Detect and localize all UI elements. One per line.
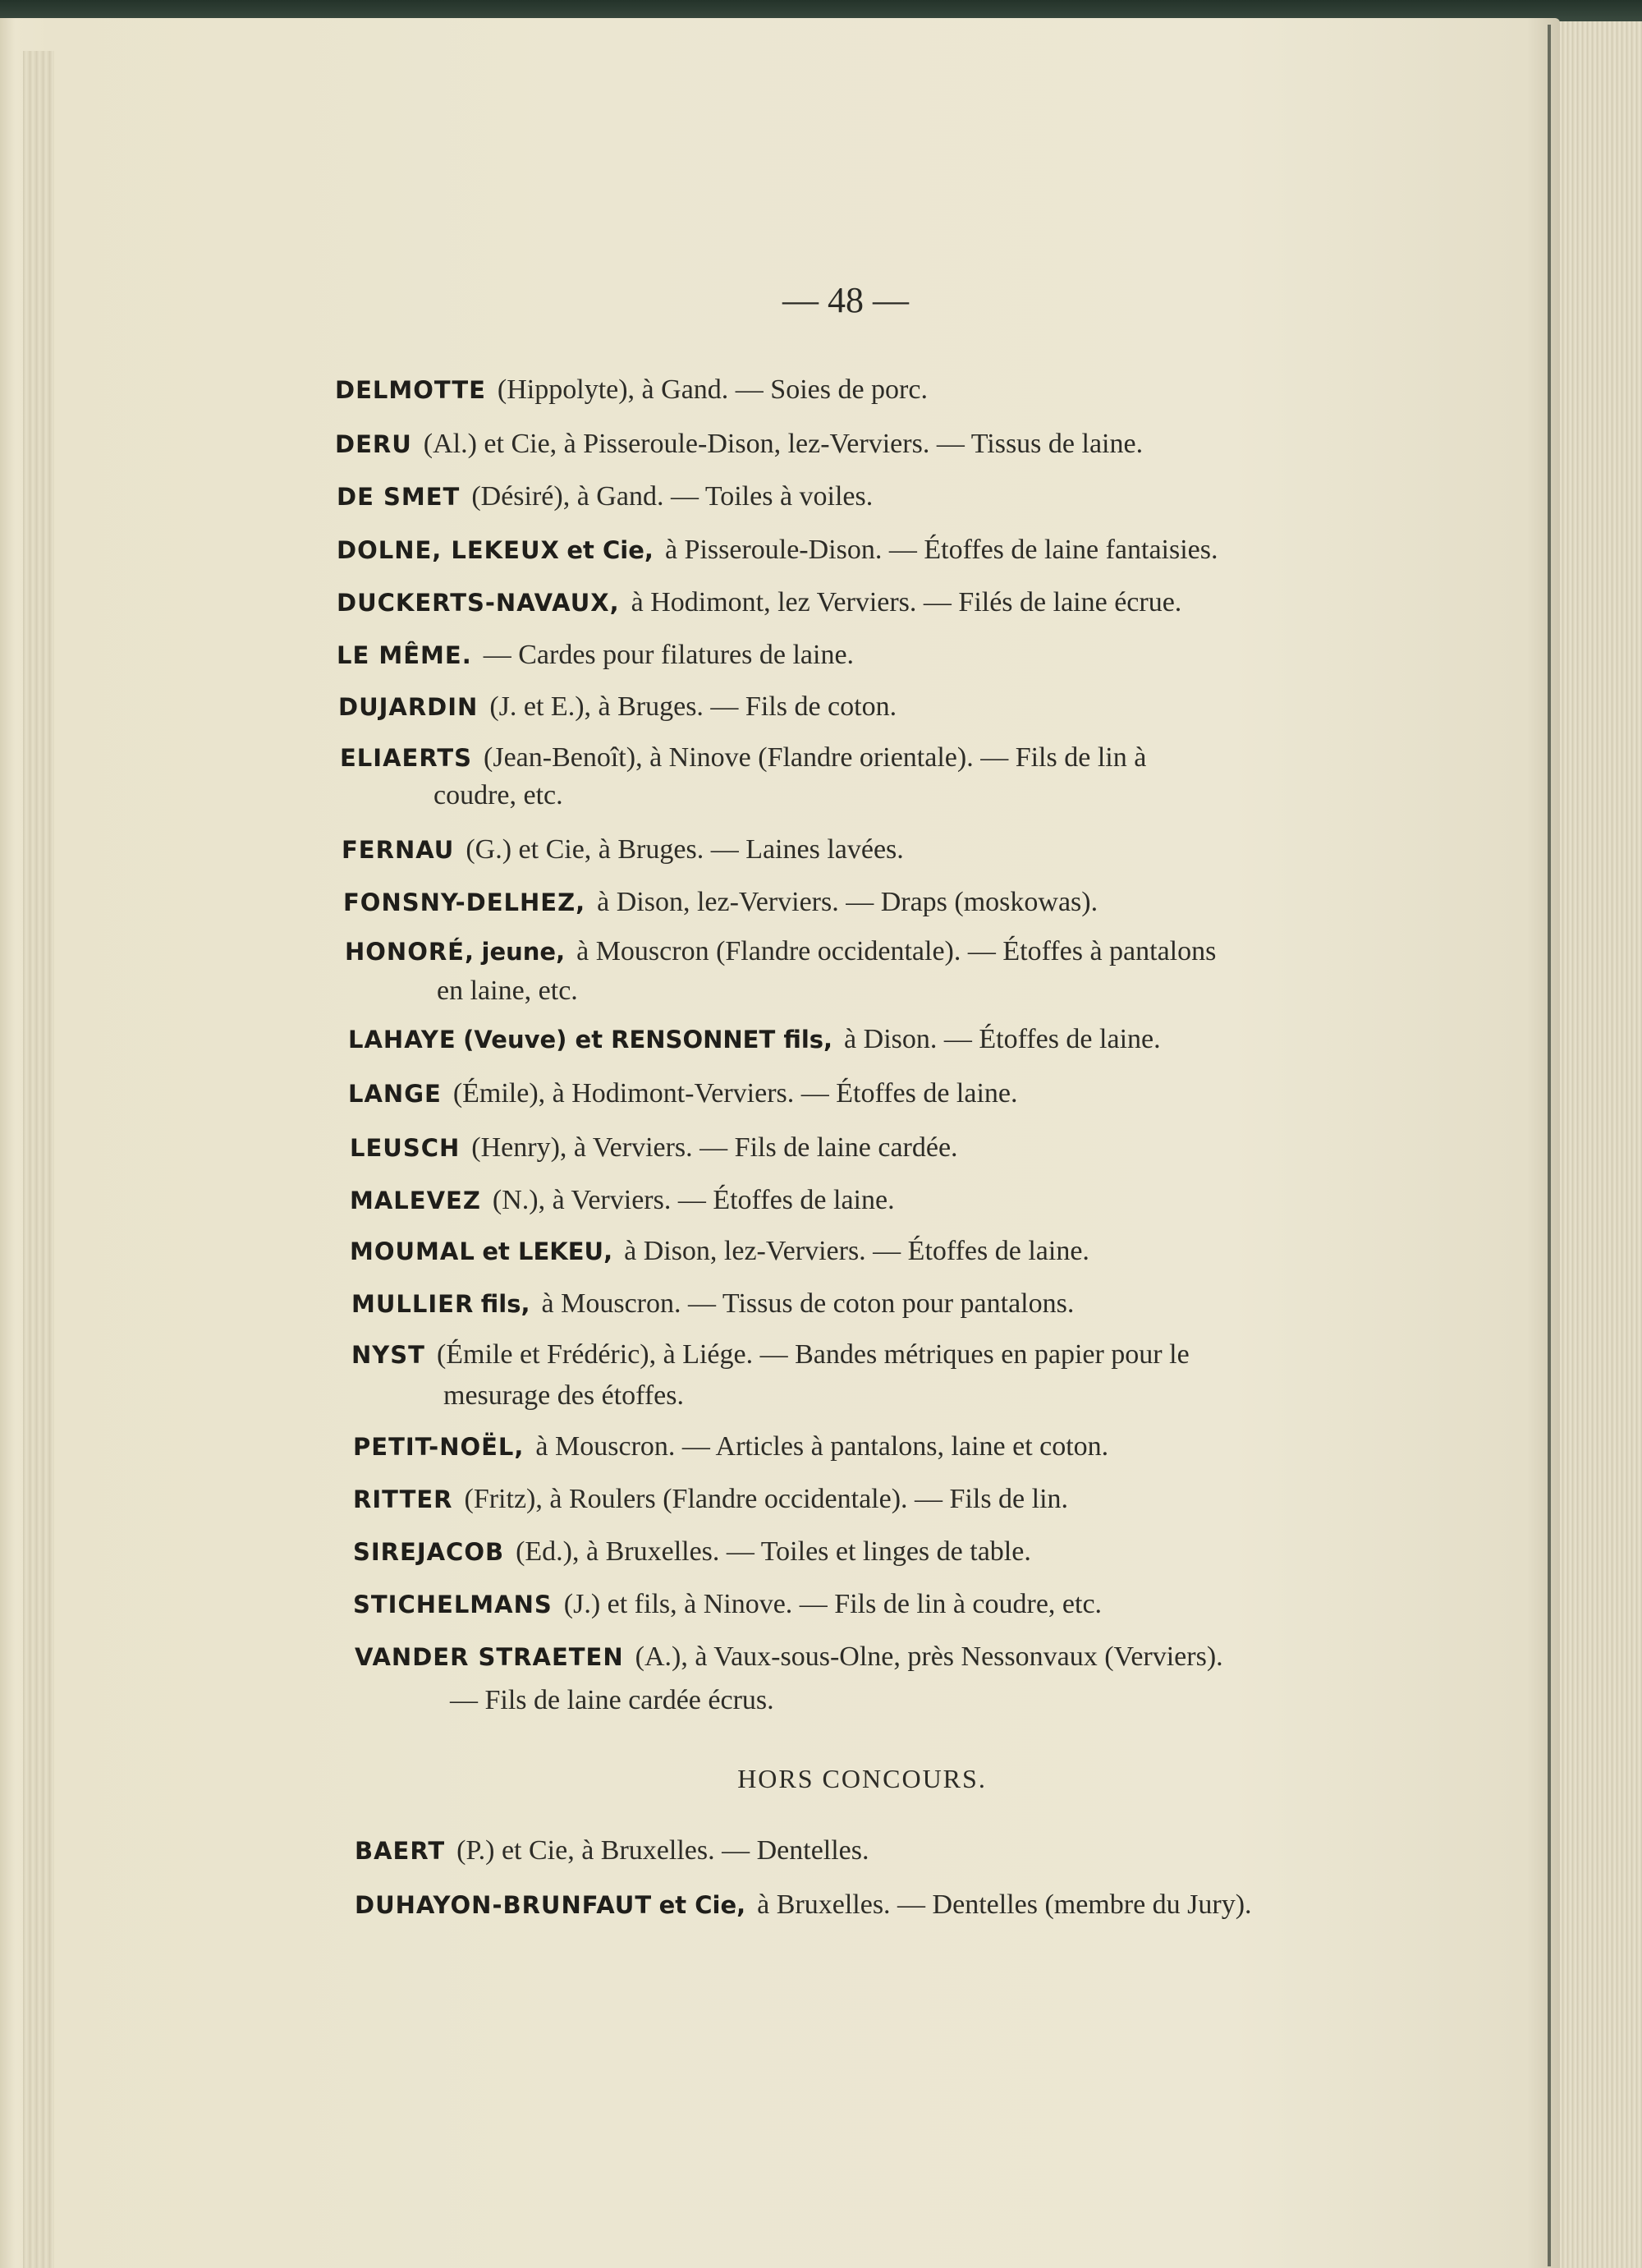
exhibitor-detail-continuation: mesurage des étoffes. — [443, 1380, 684, 1411]
list-item — [337, 580, 1181, 626]
exhibitor-detail: (Jean-Benoît), à Ninove (Flandre orientale). — Fils de lin à — [484, 742, 1147, 773]
exhibitor-qualifier: et Cie, — [658, 1891, 746, 1919]
page-number: — 48 — — [782, 280, 909, 320]
exhibitor-name: STICHELMANS — [353, 1591, 553, 1618]
exhibitor-detail: (Fritz), à Roulers (Flandre occidentale). — Fils de lin. — [464, 1484, 1069, 1514]
exhibitor-qualifier: et Cie, — [566, 536, 654, 564]
list-item — [351, 1281, 1074, 1327]
exhibitor-detail: à Dison, lez-Verviers. — Draps (moskowas). — [597, 887, 1098, 917]
exhibitor-name: LANGE — [348, 1080, 442, 1108]
exhibitor-name: NYST — [351, 1341, 425, 1369]
exhibitor-name: RITTER — [353, 1485, 453, 1513]
exhibitor-name: DUCKERTS-NAVAUX, — [337, 589, 620, 617]
exhibitor-name: FONSNY-DELHEZ, — [343, 888, 586, 916]
exhibitor-detail-continuation: coudre, etc. — [433, 780, 563, 810]
list-item — [348, 1017, 1161, 1063]
exhibitor-detail: à Mouscron. — Articles à pantalons, laine et coton. — [535, 1431, 1109, 1462]
list-item — [351, 1332, 1190, 1378]
exhibitor-name: LEUSCH — [350, 1134, 461, 1162]
list-item — [337, 474, 873, 520]
exhibitor-detail: à Bruxelles. — Dentelles (membre du Jury). — [757, 1889, 1252, 1920]
list-item — [343, 879, 1098, 925]
exhibitor-name: DERU — [335, 430, 412, 458]
exhibitor-detail: (J.) et fils, à Ninove. — Fils de lin à coudre, etc. — [563, 1589, 1103, 1619]
exhibitor-detail: à Mouscron. — Tissus de coton pour pantalons. — [541, 1288, 1075, 1319]
list-item — [338, 684, 897, 730]
exhibitor-detail: (Al.) et Cie, à Pisseroule-Dison, lez-Verviers. — Tissus de laine. — [423, 429, 1144, 459]
exhibitor-name: DUHAYON-BRUNFAUT — [355, 1891, 653, 1919]
exhibitor-name: LAHAYE — [348, 1026, 456, 1054]
exhibitor-name: MOUMAL — [350, 1237, 475, 1265]
list-item — [353, 1582, 1102, 1628]
exhibitor-detail: (Désiré), à Gand. — Toiles à voiles. — [471, 481, 874, 512]
list-item — [342, 827, 904, 873]
list-item — [350, 1125, 958, 1171]
exhibitor-name: DELMOTTE — [335, 376, 486, 404]
exhibitor-detail: (G.) et Cie, à Bruges. — Laines lavées. — [466, 834, 904, 865]
list-item — [348, 1071, 1017, 1117]
exhibitor-detail: (N.), à Verviers. — Étoffes de laine. — [492, 1185, 895, 1215]
list-item — [350, 1228, 1089, 1274]
exhibitor-detail: à Dison, lez-Verviers. — Étoffes de laine. — [624, 1236, 1089, 1266]
list-item — [337, 527, 1218, 573]
exhibitor-detail: à Pisseroule-Dison. — Étoffes de laine fantaisies. — [664, 535, 1218, 565]
exhibitor-detail-continuation: en laine, etc. — [437, 976, 578, 1006]
exhibitor-name: ELIAERTS — [340, 744, 473, 772]
exhibitor-detail: (Ed.), à Bruxelles. — Toiles et linges de table. — [516, 1536, 1031, 1567]
exhibitor-qualifier: fils, — [480, 1290, 530, 1318]
exhibitor-detail: (P.) et Cie, à Bruxelles. — Dentelles. — [456, 1835, 869, 1866]
exhibitor-name: DE SMET — [337, 483, 461, 511]
list-item — [353, 1529, 1031, 1575]
exhibitor-name: PETIT-NOËL, — [353, 1433, 525, 1461]
list-item — [355, 1882, 1252, 1928]
exhibitor-detail: (Émile), à Hodimont-Verviers. — Étoffes de laine. — [452, 1078, 1018, 1109]
exhibitor-name: DUJARDIN — [338, 693, 479, 721]
list-item — [335, 421, 1143, 467]
exhibitor-name: VANDER STRAETEN — [355, 1643, 624, 1671]
section-heading: HORS CONCOURS. — [737, 1764, 987, 1793]
list-item — [353, 1424, 1108, 1470]
exhibitor-detail: — Cardes pour filatures de laine. — [483, 640, 855, 670]
list-item — [353, 1476, 1068, 1522]
exhibitor-detail: à Mouscron (Flandre occidentale). — Étoffes à pantalons — [576, 936, 1217, 966]
exhibitor-detail-continuation: — Fils de laine cardée écrus. — [450, 1685, 774, 1715]
exhibitor-detail: à Dison. — Étoffes de laine. — [844, 1024, 1161, 1054]
exhibitor-name: MULLIER — [351, 1290, 475, 1318]
exhibitor-detail: (Émile et Frédéric), à Liége. — Bandes métriques en papier pour le — [436, 1339, 1190, 1370]
exhibitor-name: DOLNE, LEKEUX — [337, 536, 560, 564]
list-item — [337, 632, 854, 678]
exhibitor-qualifier: et LEKEU, — [482, 1237, 613, 1265]
exhibitor-detail: (Hippolyte), à Gand. — Soies de porc. — [497, 374, 928, 405]
list-item — [355, 1828, 869, 1874]
exhibitor-detail: à Hodimont, lez Verviers. — Filés de laine écrue. — [631, 587, 1182, 618]
exhibitor-name: SIREJACOB — [353, 1538, 505, 1566]
exhibitor-detail: (A.), à Vaux-sous-Olne, près Nessonvaux (Verviers). — [635, 1641, 1223, 1672]
exhibitor-name: LE MÊME. — [337, 641, 472, 669]
exhibitor-detail: (J. et E.), à Bruges. — Fils de coton. — [489, 691, 897, 722]
exhibitor-qualifier: jeune, — [481, 938, 566, 966]
list-item — [345, 929, 1216, 975]
exhibitor-detail: (Henry), à Verviers. — Fils de laine cardée. — [471, 1132, 958, 1163]
exhibitor-name: MALEVEZ — [350, 1187, 481, 1214]
list-item — [355, 1634, 1223, 1680]
exhibitor-name: FERNAU — [342, 836, 455, 864]
exhibitor-qualifier: (Veuve) et RENSONNET fils, — [463, 1026, 833, 1054]
list-item — [350, 1178, 895, 1224]
exhibitor-name: HONORÉ, — [345, 938, 475, 966]
list-item — [335, 367, 928, 413]
list-item — [340, 735, 1146, 781]
exhibitor-name: BAERT — [355, 1837, 446, 1865]
